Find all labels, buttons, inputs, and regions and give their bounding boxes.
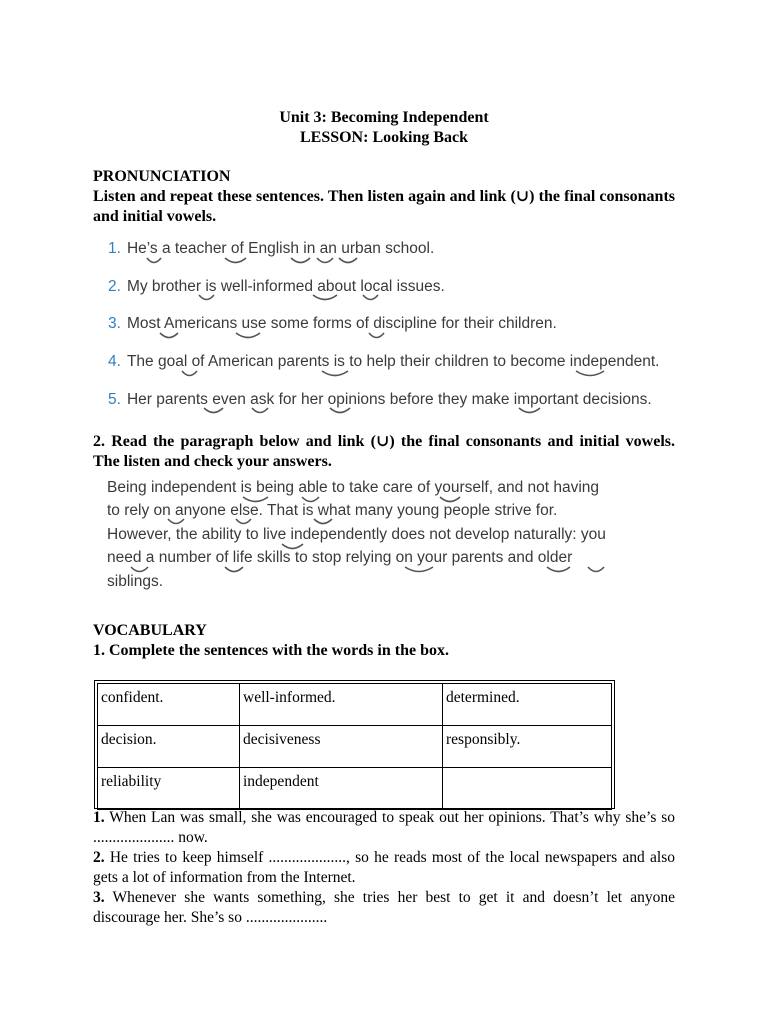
word-box xyxy=(94,680,615,809)
vocabulary-questions xyxy=(93,808,675,928)
question-number: 2. xyxy=(93,849,105,866)
question-item xyxy=(93,808,675,848)
word-box-cell: independent xyxy=(240,768,443,810)
word-box-cell: responsibly. xyxy=(443,726,612,768)
question-text: Whenever she wants something, she tries her best to get it and doesn’t let anyone discourage her. She’s so ..................... xyxy=(93,889,675,926)
question-item xyxy=(93,848,675,888)
word-box-cell: confident. xyxy=(98,684,240,726)
word-box-cell: decision. xyxy=(98,726,240,768)
lesson-title: LESSON: Looking Back xyxy=(299,129,469,146)
sentence-item xyxy=(108,276,708,314)
word-box-row xyxy=(98,768,612,810)
sentence-item xyxy=(108,238,708,276)
pronunciation-instruction-1: Listen and repeat these sentences. Then listen again and link (∪) the final consonants and initial vowels. xyxy=(93,188,675,225)
question-text: He tries to keep himself ...................., so he reads most of the local newspapers and also gets a lot of information from the Internet. xyxy=(93,849,675,886)
question-text: When Lan was small, she was encouraged to speak out her opinions. That’s why she’s so ..................... now. xyxy=(93,809,675,846)
sentence-text: He’s a teacher of English in an urban school. xyxy=(126,240,435,257)
paragraph-line: Being independent is being able to take care of yourself, and not having xyxy=(107,479,600,496)
sentence-number: 5. xyxy=(108,390,121,408)
sentence-item xyxy=(108,389,708,427)
sentence-text: Her parents even ask for her opinions before they make important decisions. xyxy=(126,390,652,408)
sentence-number: 4. xyxy=(108,353,121,371)
paragraph-line: need a number of life skills to stop relying on your parents and older xyxy=(107,549,573,567)
pronunciation-sentence-list xyxy=(108,238,708,426)
sentence-number: 1. xyxy=(108,240,121,257)
vocabulary-instruction: 1. Complete the sentences with the words in the box. xyxy=(93,642,449,659)
title-block xyxy=(93,108,675,148)
word-box-table xyxy=(97,683,612,810)
pronunciation-instruction-2: 2. Read the paragraph below and link (∪) the final consonants and initial vowels. The listen and check your answers. xyxy=(93,433,675,470)
linking-paragraph xyxy=(107,476,687,593)
word-box-row xyxy=(98,684,612,726)
word-box-cell xyxy=(443,768,612,810)
sentence-item xyxy=(108,351,708,389)
paragraph-line: However, the ability to live independently does not develop naturally: you xyxy=(107,525,606,543)
word-box-cell: well-informed. xyxy=(240,684,443,726)
question-item xyxy=(93,888,675,928)
unit-title: Unit 3: Becoming Independent xyxy=(279,109,489,126)
paragraph-line: to rely on anyone else. That is what many young people strive for. xyxy=(107,502,558,520)
sentence-number: 3. xyxy=(108,315,121,333)
vocabulary-heading: VOCABULARY xyxy=(93,622,207,639)
sentence-text: Most Americans use some forms of discipline for their children. xyxy=(126,315,557,333)
sentence-text: My brother is well-informed about local issues. xyxy=(126,277,445,295)
question-number: 1. xyxy=(93,809,105,826)
word-box-cell: determined. xyxy=(443,684,612,726)
sentence-item xyxy=(108,313,708,351)
word-box-cell: decisiveness xyxy=(240,726,443,768)
paragraph-line: siblings. xyxy=(107,572,163,590)
question-number: 3. xyxy=(93,889,105,906)
sentence-number: 2. xyxy=(108,277,121,295)
word-box-row xyxy=(98,726,612,768)
pronunciation-heading: PRONUNCIATION xyxy=(93,168,231,185)
sentence-text: The goal of American parents is to help their children to become independent. xyxy=(126,353,660,371)
word-box-cell: reliability xyxy=(98,768,240,810)
